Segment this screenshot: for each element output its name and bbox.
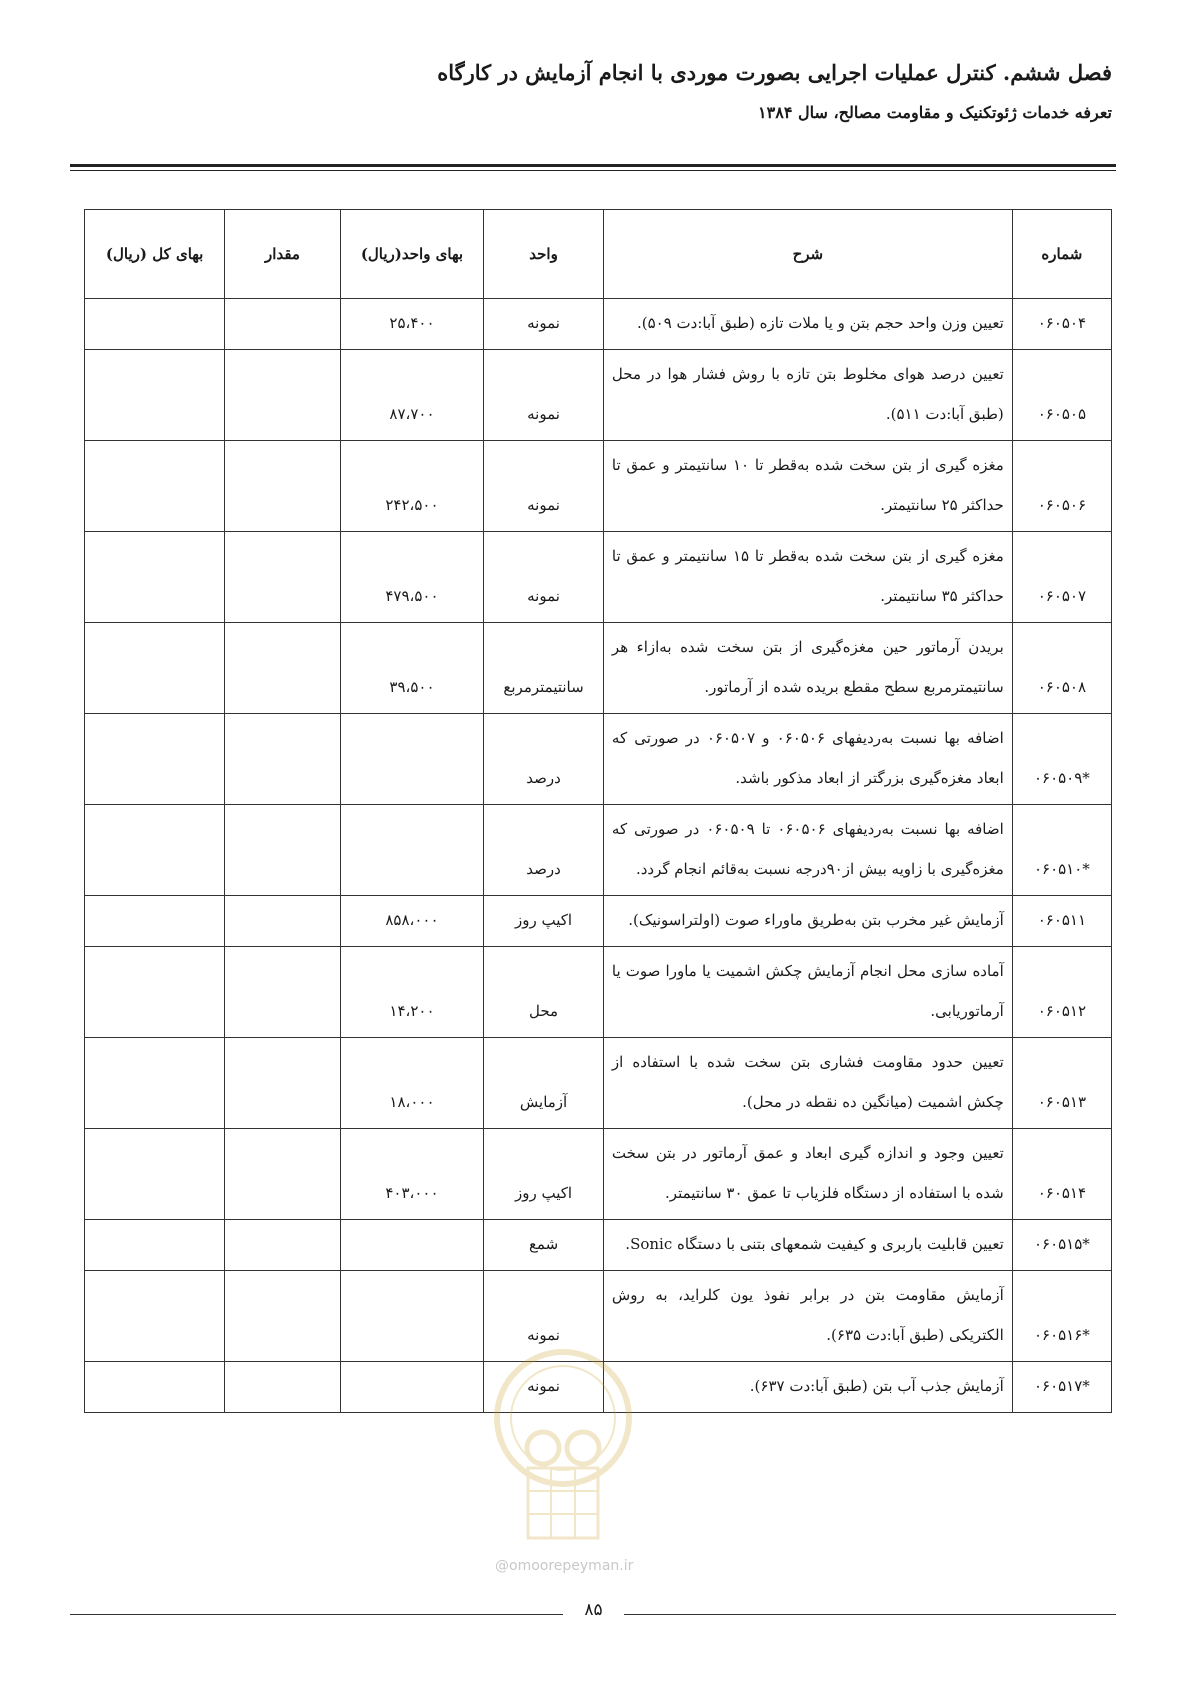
cell-description: تعیین وزن واحد حجم بتن و یا ملات تازه (طبق آبا:دت ۵۰۹). (603, 299, 1012, 350)
cell-quantity (225, 1220, 340, 1271)
cell-unit: محل (484, 947, 604, 1038)
cell-description: آزمایش جذب آب بتن (طبق آبا:دت ۶۳۷). (603, 1362, 1012, 1413)
column-header-unit: واحد (484, 210, 604, 299)
cell-description: بریدن آرماتور حین مغزه‌گیری از بتن سخت شده به‌ازاء هر سانتیمترمربع سطح مقطع بریده شده از آرماتور. (603, 623, 1012, 714)
cell-quantity (225, 714, 340, 805)
cell-unit-price: ۸۵۸،۰۰۰ (340, 896, 483, 947)
cell-code: *۰۶۰۵۱۶ (1012, 1271, 1111, 1362)
footer-line-left (70, 1614, 563, 1615)
cell-quantity (225, 532, 340, 623)
cell-total-price (85, 1362, 225, 1413)
cell-unit: نمونه (484, 299, 604, 350)
table-row (85, 441, 1112, 532)
cell-unit-price: ۱۴،۲۰۰ (340, 947, 483, 1038)
cell-description: آزمایش غیر مخرب بتن به‌طریق ماوراء صوت (اولتراسونیک). (603, 896, 1012, 947)
cell-unit-price: ۳۹،۵۰۰ (340, 623, 483, 714)
cell-quantity (225, 1271, 340, 1362)
cell-total-price (85, 805, 225, 896)
cell-unit-price (340, 1220, 483, 1271)
cell-total-price (85, 532, 225, 623)
table-row (85, 623, 1112, 714)
footer-line-right (624, 1614, 1116, 1615)
cell-quantity (225, 805, 340, 896)
cell-total-price (85, 714, 225, 805)
cell-unit: نمونه (484, 1362, 604, 1413)
table-row (85, 805, 1112, 896)
cell-unit: سانتیمترمربع (484, 623, 604, 714)
column-header-description: شرح (603, 210, 1012, 299)
cell-description: تعیین حدود مقاومت فشاری بتن سخت شده با استفاده از چکش اشمیت (میانگین ده نقطه در محل). (603, 1038, 1012, 1129)
table-row (85, 1038, 1112, 1129)
table-row (85, 299, 1112, 350)
table-row (85, 896, 1112, 947)
cell-total-price (85, 623, 225, 714)
table-row (85, 532, 1112, 623)
cell-quantity (225, 1038, 340, 1129)
cell-unit-price (340, 805, 483, 896)
price-list-table (84, 209, 1112, 1413)
column-header-total-price: بهای کل (ریال) (85, 210, 225, 299)
cell-description: تعیین قابلیت باربری و کیفیت شمعهای بتنی با دستگاه Sonic. (603, 1220, 1012, 1271)
cell-code: ۰۶۰۵۰۴ (1012, 299, 1111, 350)
cell-description: آزمایش مقاومت بتن در برابر نفوذ یون کلراید، به روش الکتریکی (طبق آبا:دت ۶۳۵). (603, 1271, 1012, 1362)
cell-unit-price: ۲۴۲،۵۰۰ (340, 441, 483, 532)
cell-total-price (85, 1271, 225, 1362)
cell-unit: درصد (484, 714, 604, 805)
cell-description: مغزه گیری از بتن سخت شده به‌قطر تا ۱۵ سانتیمتر و عمق تا حداکثر ۳۵ سانتیمتر. (603, 532, 1012, 623)
chapter-title: فصل ششم. کنترل عملیات اجرایی بصورت موردی با انجام آزمایش در کارگاه (437, 60, 1112, 85)
cell-code: *۰۶۰۵۰۹ (1012, 714, 1111, 805)
cell-quantity (225, 1362, 340, 1413)
cell-unit-price: ۴۷۹،۵۰۰ (340, 532, 483, 623)
cell-code: ۰۶۰۵۰۶ (1012, 441, 1111, 532)
column-header-code: شماره (1012, 210, 1111, 299)
cell-total-price (85, 299, 225, 350)
cell-description: اضافه بها نسبت به‌ردیفهای ۰۶۰۵۰۶ و ۰۶۰۵۰۷ در صورتی که ابعاد مغزه‌گیری بزرگتر از ابعاد مذکور باشد. (603, 714, 1012, 805)
watermark-url: @omoorepeyman.ir (495, 1558, 634, 1574)
column-header-unit-price: بهای واحد(ریال) (340, 210, 483, 299)
table-body (85, 299, 1112, 1413)
cell-quantity (225, 299, 340, 350)
table-row (85, 1129, 1112, 1220)
cell-description: آماده سازی محل انجام آزمایش چکش اشمیت یا ماورا صوت یا آرماتوریابی. (603, 947, 1012, 1038)
cell-unit: نمونه (484, 441, 604, 532)
cell-quantity (225, 1129, 340, 1220)
cell-unit-price: ۱۸،۰۰۰ (340, 1038, 483, 1129)
cell-total-price (85, 1038, 225, 1129)
cell-code: ۰۶۰۵۰۸ (1012, 623, 1111, 714)
cell-unit: اکیپ روز (484, 896, 604, 947)
page-number: ۸۵ (584, 1600, 603, 1620)
cell-code: *۰۶۰۵۱۰ (1012, 805, 1111, 896)
cell-unit-price (340, 1362, 483, 1413)
cell-unit-price (340, 714, 483, 805)
cell-total-price (85, 947, 225, 1038)
cell-unit: نمونه (484, 350, 604, 441)
cell-total-price (85, 1129, 225, 1220)
cell-total-price (85, 1220, 225, 1271)
cell-quantity (225, 350, 340, 441)
header-divider-thick (70, 164, 1116, 167)
cell-code: ۰۶۰۵۱۴ (1012, 1129, 1111, 1220)
cell-quantity (225, 441, 340, 532)
cell-code: ۰۶۰۵۱۱ (1012, 896, 1111, 947)
cell-unit: نمونه (484, 532, 604, 623)
cell-unit-price (340, 1271, 483, 1362)
page-header (72, 60, 1112, 122)
cell-code: *۰۶۰۵۱۷ (1012, 1362, 1111, 1413)
cell-description: مغزه گیری از بتن سخت شده به‌قطر تا ۱۰ سانتیمتر و عمق تا حداکثر ۲۵ سانتیمتر. (603, 441, 1012, 532)
table-row (85, 947, 1112, 1038)
document-subtitle: تعرفه خدمات ژئوتکنیک و مقاومت مصالح، سال ۱۳۸۴ (758, 103, 1112, 122)
cell-code: ۰۶۰۵۱۳ (1012, 1038, 1111, 1129)
table-row (85, 350, 1112, 441)
cell-unit: درصد (484, 805, 604, 896)
cell-quantity (225, 896, 340, 947)
column-header-quantity: مقدار (225, 210, 340, 299)
cell-code: ۰۶۰۵۰۵ (1012, 350, 1111, 441)
cell-unit: نمونه (484, 1271, 604, 1362)
cell-unit: آزمایش (484, 1038, 604, 1129)
cell-description: اضافه بها نسبت به‌ردیفهای ۰۶۰۵۰۶ تا ۰۶۰۵۰۹ در صورتی که مغزه‌گیری با زاویه بیش از۹۰درجه نسبت به‌قائم انجام گردد. (603, 805, 1012, 896)
cell-unit-price: ۴۰۳،۰۰۰ (340, 1129, 483, 1220)
table-row (85, 1362, 1112, 1413)
table-row (85, 1271, 1112, 1362)
table-header-row (85, 210, 1112, 299)
table-row (85, 1220, 1112, 1271)
cell-unit: اکیپ روز (484, 1129, 604, 1220)
table-row (85, 714, 1112, 805)
header-divider-thin (70, 170, 1116, 171)
cell-code: ۰۶۰۵۱۲ (1012, 947, 1111, 1038)
cell-total-price (85, 896, 225, 947)
cell-description: تعیین درصد هوای مخلوط بتن تازه با روش فشار هوا در محل (طبق آبا:دت ۵۱۱). (603, 350, 1012, 441)
cell-code: *۰۶۰۵۱۵ (1012, 1220, 1111, 1271)
cell-quantity (225, 623, 340, 714)
cell-total-price (85, 350, 225, 441)
cell-quantity (225, 947, 340, 1038)
cell-code: ۰۶۰۵۰۷ (1012, 532, 1111, 623)
cell-description: تعیین وجود و اندازه گیری ابعاد و عمق آرماتور در بتن سخت شده با استفاده از دستگاه فلزیاب تا عمق ۳۰ سانتیمتر. (603, 1129, 1012, 1220)
cell-unit: شمع (484, 1220, 604, 1271)
cell-unit-price: ۲۵،۴۰۰ (340, 299, 483, 350)
cell-unit-price: ۸۷،۷۰۰ (340, 350, 483, 441)
cell-total-price (85, 441, 225, 532)
